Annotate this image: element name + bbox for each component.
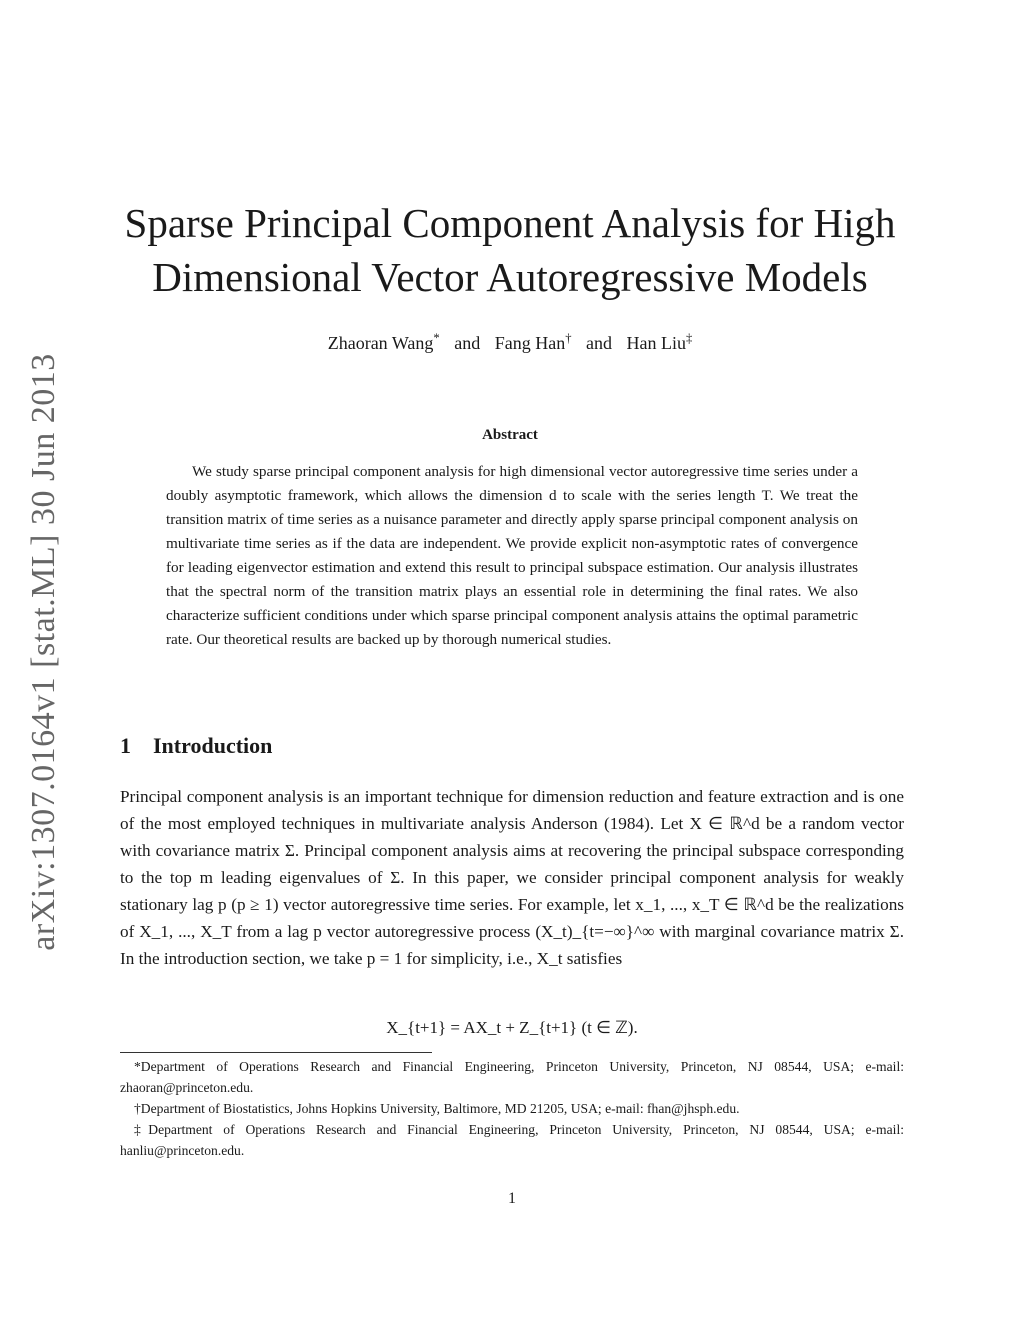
page-number: 1 (508, 1190, 516, 1207)
footnote-1: *Department of Operations Research and Financial Engineering, Princeton University, Princeton, NJ 08544, USA; e-mail: zhaoran@princeton.edu. (120, 1059, 904, 1095)
abstract-text: We study sparse principal component analysis for high dimensional vector autoregressive time series under a doubly asymptotic framework, which allows the dimension d to scale with the series length T. We treat the transition matrix of time series as a nuisance parameter and directly apply sparse principal component analysis on multivariate time series as if the data are independent. We provide explicit non-asymptotic rates of convergence for leading eigenvector estimation and extend this result to principal subspace estimation. Our analysis illustrates that the spectral norm of the transition matrix plays an essential role in determining the final rates. We also characterize sufficient conditions under which sparse principal component analysis attains the optimal parametric rate. Our theoretical results are backed up by thorough numerical studies. (166, 463, 858, 648)
author-list (110, 333, 910, 354)
author-name: Zhaoran Wang (327, 333, 434, 353)
author-separator: and (586, 333, 612, 353)
footnotes (120, 1056, 904, 1161)
footnote-2: †Department of Biostatistics, Johns Hopkins University, Baltimore, MD 21205, USA; e-mail: fhan@jhsph.edu. (134, 1101, 740, 1116)
author-mark: ‡ (685, 331, 693, 345)
author-mark: † (565, 331, 572, 345)
paper-title (110, 196, 910, 304)
author-separator: and (454, 333, 481, 353)
author-mark: * (433, 331, 440, 345)
arxiv-identifier: arXiv:1307.0164v1 [stat.ML] 30 Jun 2013 (25, 353, 62, 951)
section-title: Introduction (153, 733, 273, 758)
section-number: 1 (120, 733, 131, 758)
display-equation: X_{t+1} = AX_t + Z_{t+1} (t ∈ ℤ). (386, 1018, 638, 1037)
title-line-2: Dimensional Vector Autoregressive Models (152, 254, 868, 300)
title-line-1: Sparse Principal Component Analysis for High (124, 200, 896, 246)
author-name: Han Liu (626, 333, 686, 353)
introduction-paragraph: Principal component analysis is an important technique for dimension reduction and feature extraction and is one of the most employed techniques in multivariate analysis Anderson (1984). Let X ∈ ℝ^d be a random vector with covariance matrix Σ. Principal component analysis aims at recovering the principal subspace corresponding to the top m leading eigenvalues of Σ. In this paper, we consider principal component analysis for weakly stationary lag p (p ≥ 1) vector autoregressive time series. For example, let x_1, ..., x_T ∈ ℝ^d be the realizations of X_1, ..., X_T from a lag p vector autoregressive process (X_t)_{t=−∞}^∞ with marginal covariance matrix Σ. In the introduction section, we take p = 1 for simplicity, i.e., X_t satisfies (120, 787, 904, 968)
abstract-heading: Abstract (482, 427, 538, 443)
footnote-divider (120, 1052, 432, 1053)
footnote-3: ‡Department of Operations Research and Financial Engineering, Princeton University, Princeton, NJ 08544, USA; e-mail: hanliu@princeton.edu. (120, 1122, 904, 1158)
author-name: Fang Han (494, 333, 566, 353)
section-heading (120, 733, 272, 759)
